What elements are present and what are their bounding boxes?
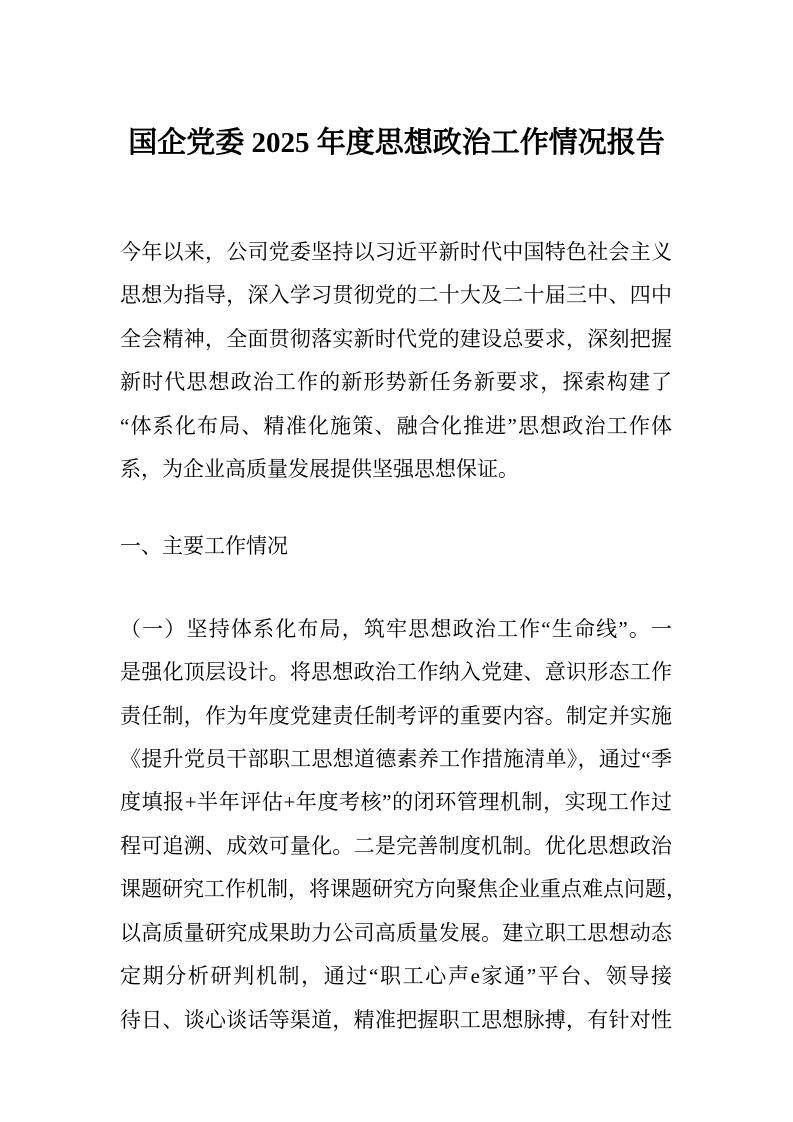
document-content (120, 231, 687, 1042)
section-heading-main-work: 一、主要工作情况 (120, 534, 288, 559)
text-line: 程可追溯、成效可量化。二是完善制度机制。优化思想政治 (120, 833, 672, 858)
document-title: 国企党委 2025 年度思想政治工作情况报告 (128, 127, 665, 159)
text-line: 度填报+半年评估+年度考核”的闭环管理机制，实现工作过 (120, 790, 672, 815)
text-line: 责任制，作为年度党建责任制考评的重要内容。制定并实施 (120, 703, 672, 728)
text-line: 以高质量研究成果助力公司高质量发展。建立职工思想动态 (120, 920, 672, 945)
text-line: “体系化布局、精准化施策、融合化推进”思想政治工作体 (120, 413, 672, 438)
text-line: 全会精神，全面贯彻落实新时代党的建设总要求，深刻把握 (120, 326, 672, 351)
text-line: 今年以来，公司党委坚持以习近平新时代中国特色社会主义 (120, 240, 672, 264)
text-line: 定期分析研判机制，通过“职工心声e家通”平台、领导接 (120, 964, 672, 989)
intro-paragraph (120, 231, 672, 491)
text-line: 思想为指导，深入学习贯彻党的二十大及二十届三中、四中 (120, 283, 672, 308)
section-paragraph (120, 608, 687, 1042)
text-line: 新时代思想政治工作的新形势新任务新要求，探索构建了 (120, 370, 672, 395)
text-line: 是强化顶层设计。将思想政治工作纳入党建、意识形态工作 (120, 660, 672, 685)
text-line: 《提升党员干部职工思想道德素养工作措施清单》，通过“季 (120, 747, 672, 772)
text-line: 课题研究工作机制，将课题研究方向聚焦企业重点难点问题， (120, 877, 687, 902)
text-line: 系，为企业高质量发展提供坚强思想保证。 (120, 457, 519, 482)
text-line: 待日、谈心谈话等渠道，精准把握职工思想脉搏，有针对性 (120, 1007, 672, 1032)
text-line: （一）坚持体系化布局，筑牢思想政治工作“生命线”。一 (120, 616, 672, 641)
